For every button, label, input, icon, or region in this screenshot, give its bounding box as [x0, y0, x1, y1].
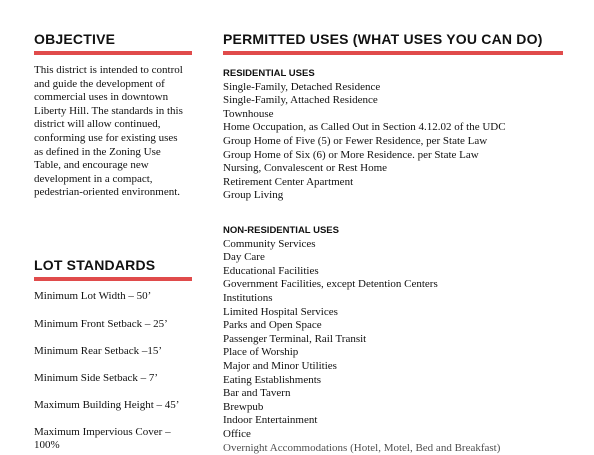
lot-standards-section — [34, 256, 192, 281]
list-item: Overnight Accommodations (Hotel, Motel, Bed and Breakfast) — [223, 442, 500, 455]
list-item: Day Care — [223, 251, 500, 265]
list-item: Place of Worship — [223, 346, 500, 360]
list-item: Retirement Center Apartment — [223, 176, 506, 190]
lot-standard-item: Minimum Rear Setback –15’ — [34, 345, 162, 358]
residential-uses-heading: RESIDENTIAL USES — [223, 67, 506, 81]
permitted-uses-heading-rule — [223, 51, 563, 55]
list-item: Limited Hospital Services — [223, 306, 500, 320]
list-item: Eating Establishments — [223, 374, 500, 388]
list-item: Community Services — [223, 238, 500, 252]
list-item: Educational Facilities — [223, 265, 500, 279]
list-item: Government Facilities, except Detention Centers — [223, 278, 500, 292]
objective-section — [34, 30, 192, 200]
permitted-uses-heading: PERMITTED USES (WHAT USES YOU CAN DO) — [223, 30, 563, 51]
list-item: Brewpub — [223, 401, 500, 415]
objective-text: This district is intended to control and guide the development of commercial uses in downtown Liberty Hill. The standards in this district will allow continued, conforming use for existing uses as defined in the Zoning Use Table, and encourage new development in a compact, pedestrian-oriented environment. — [34, 64, 184, 200]
list-item: Major and Minor Utilities — [223, 360, 500, 374]
permitted-uses-section — [223, 30, 563, 55]
list-item: Home Occupation, as Called Out in Section 4.12.02 of the UDC — [223, 121, 506, 135]
list-item: Single-Family, Detached Residence — [223, 81, 506, 95]
lot-standard-item: Minimum Lot Width – 50’ — [34, 290, 151, 303]
residential-uses-block — [223, 67, 506, 203]
list-item: Institutions — [223, 292, 500, 306]
list-item: Group Home of Six (6) or More Residence. per State Law — [223, 149, 506, 163]
objective-heading: OBJECTIVE — [34, 30, 192, 51]
lot-standards-heading-rule — [34, 277, 192, 281]
list-item: Group Home of Five (5) or Fewer Residence, per State Law — [223, 135, 506, 149]
list-item: Group Living — [223, 189, 506, 203]
lot-standard-item: Minimum Front Setback – 25’ — [34, 318, 168, 331]
lot-standard-item: Maximum Impervious Cover – — [34, 426, 171, 439]
list-item: Bar and Tavern — [223, 387, 500, 401]
non-residential-uses-heading: NON-RESIDENTIAL USES — [223, 224, 500, 238]
lot-standard-item: Minimum Side Setback – 7’ — [34, 372, 158, 385]
list-item: Single-Family, Attached Residence — [223, 94, 506, 108]
lot-standard-item: 100% — [34, 439, 60, 452]
lot-standard-item: Maximum Building Height – 45’ — [34, 399, 179, 412]
residential-uses-list — [223, 81, 506, 203]
list-item: Townhouse — [223, 108, 506, 122]
list-item: Indoor Entertainment — [223, 414, 500, 428]
objective-heading-rule — [34, 51, 192, 55]
lot-standards-heading: LOT STANDARDS — [34, 256, 192, 277]
non-residential-uses-list — [223, 238, 500, 455]
list-item: Passenger Terminal, Rail Transit — [223, 333, 500, 347]
non-residential-uses-block — [223, 224, 500, 455]
list-item: Nursing, Convalescent or Rest Home — [223, 162, 506, 176]
list-item: Office — [223, 428, 500, 442]
list-item: Parks and Open Space — [223, 319, 500, 333]
